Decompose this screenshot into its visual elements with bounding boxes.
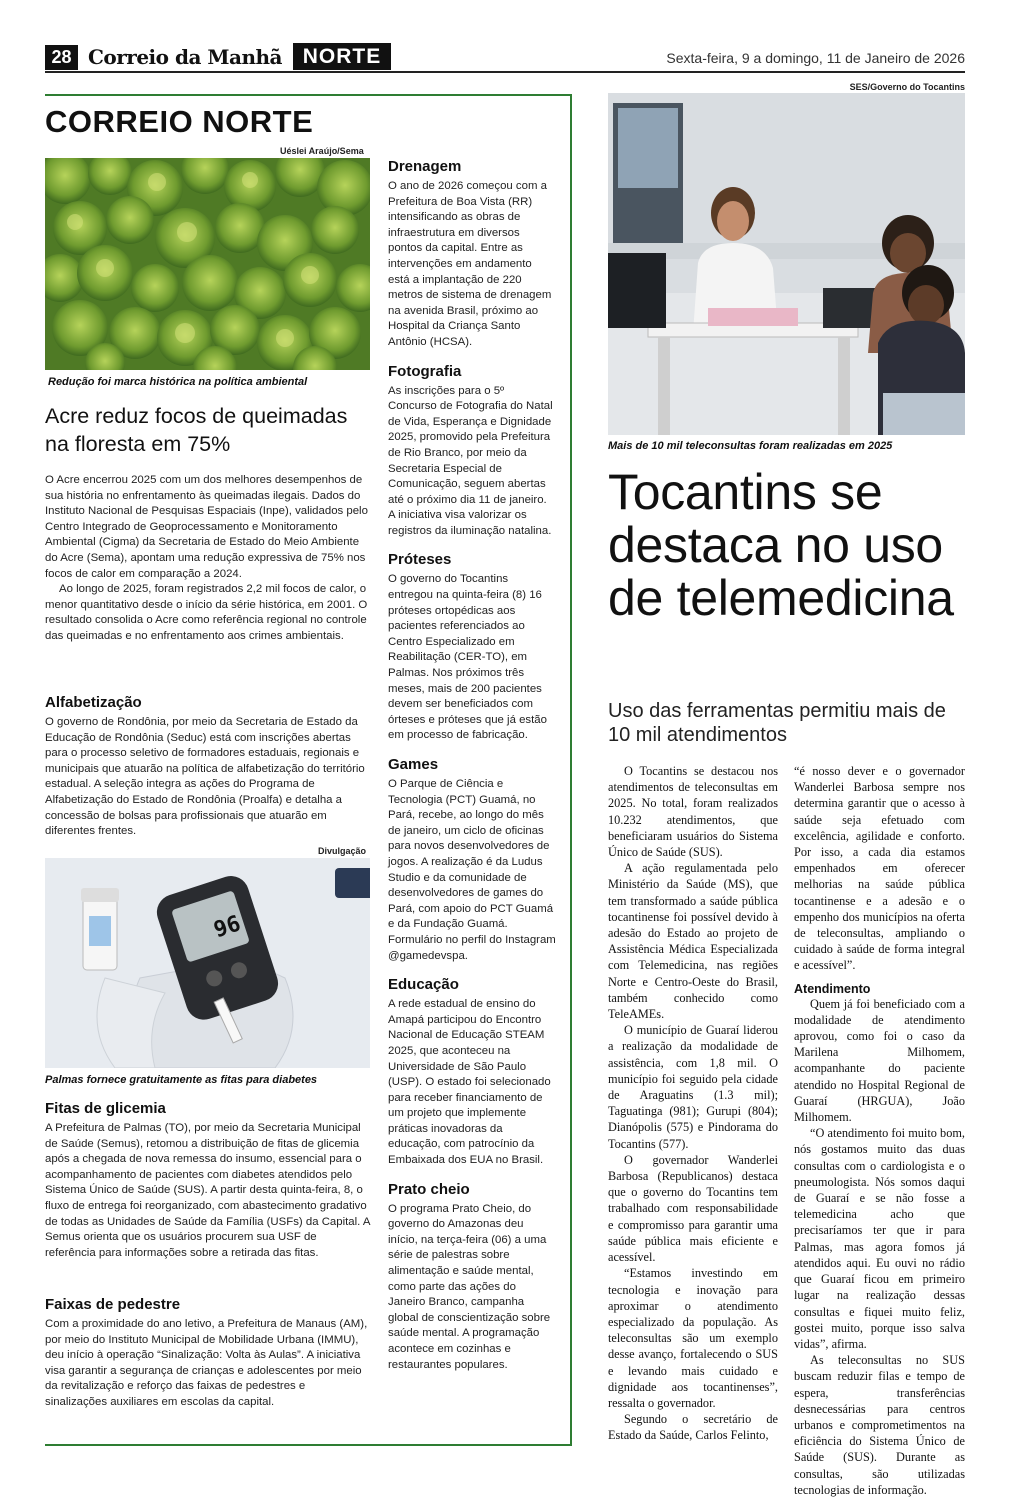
glucose-meter-photo (45, 858, 370, 1068)
brief-text: Com a proximidade do ano letivo, a Prefeitura de Manaus (AM), por meio do Instituto Municipal de Mobilidade Urbana (IMMU), deu início à operação “Sinalização: Volta às Aulas”. A iniciativa visa garantir a segurança de crianças e adolescentes por meio da revitalização e reforço das faixas de pedestres e sinalizações auxiliares em escolas da capital. (45, 1318, 368, 1408)
forest-photo (45, 158, 370, 370)
paragraph: Segundo o secretário de Estado da Saúde, Carlos Felinto, (608, 1412, 778, 1443)
telemedicine-room-image (608, 93, 965, 435)
brief-text: As inscrições para o 5º Concurso de Fotografia do Natal de Vida, Esperança e Dignidade 2025, promovido pela Prefeitura de Rio Branco, por meio da Secretaria Especial de Comunicação, seguem abertas até o próximo dia 11 de janeiro. A iniciativa visa valorizar os registros da iluminação natalina. (388, 384, 553, 537)
photo-caption: Redução foi marca histórica na política ambiental (48, 376, 308, 388)
paragraph: O Tocantins se destacou nos atendimentos de teleconsultas em 2025. No total, foram realizados 10.232 atendimentos, que beneficiaram usuários do Sistema Único de Saúde (SUS). (608, 764, 778, 860)
issue-date: Sexta-feira, 9 a domingo, 11 de Janeiro de 2026 (666, 50, 965, 66)
article-column-2 (794, 763, 965, 1498)
main-subheadline: Uso das ferramentas permitiu mais de 10 mil atendimentos (608, 700, 946, 746)
brief-title: Prato cheio (388, 1180, 470, 1198)
brief-title: Educação (388, 976, 459, 994)
brief-title: Próteses (388, 551, 452, 569)
brief-text: O programa Prato Cheio, do governo do Amazonas deu início, na terça-feira (06) a uma série de palestras sobre alimentação e saúde mental, como parte das ações do Janeiro Branco, campanha global de conscientização sobre saúde mental. A programação acontece em cozinhas e restaurantes populares. (388, 1202, 551, 1371)
article-column-1 (608, 763, 778, 1444)
main-headline: Tocantins se destaca no uso de telemedicina (608, 464, 954, 626)
article-subhead: Atendimento (794, 981, 871, 996)
paragraph: “Estamos investindo em tecnologia e inovação para aproximar o atendimento especializado da população. As teleconsultas são um exemplo desse avanço, fortalecendo o SUS e levando mais cuidado e dignidade aos tocantinenses”, ressalta o governador. (608, 1266, 778, 1410)
paragraph: Ao longo de 2025, foram registrados 2,2 mil focos de calor, o menor quantitativo desde o início da série histórica, em 2001. O resultado consolida o Acre como referência regional no controle das queimadas e no enfrentamento aos crimes ambientais. (45, 583, 368, 642)
paragraph: As teleconsultas no SUS buscam reduzir filas e tempo de espera, transferências desnecessárias para centros urbanos e comprometimentos na eficiência do Sistema Único de Saúde (SUS). Durante as consultas, são utilizadas tecnologias de informação. (794, 1353, 965, 1497)
paragraph: O Acre encerrou 2025 com um dos melhores desempenhos de sua história no enfrentamento às queimadas ilegais. Dados do Instituto Nacional de Pesquisas Espaciais (Inpe), validados pelo Centro Integrado de Geoprocessamento e Monitoramento Ambiental (Cigma) da Secretaria de Estado do Meio Ambiente do Acre (Sema), apontam uma redução expressiva de 75% nos focos de calor em comparação a 2024. (45, 474, 368, 580)
frame-bottom-rule (45, 1444, 572, 1446)
header-rule (45, 71, 965, 73)
brief-title: Fotografia (388, 362, 462, 380)
newspaper-name: Correio da Manhã (88, 45, 283, 69)
brief-title: Fitas de glicemia (45, 1100, 166, 1117)
photo-credit: Divulgação (318, 846, 367, 856)
photo-caption: Palmas fornece gratuitamente as fitas para diabetes (45, 1074, 318, 1086)
paragraph: “O atendimento foi muito bom, nós gostamos muito das duas consultas com o cardiologista e o pneumologista. Nós somos daqui de Guaraí e se não fosse a telemedicina acho que precisaríamos ter que ir para Palmas, mas agora fomos já atendidos aqui. Eu ouvi no rádio que Guaraí ficou em primeiro lugar na realização dessas consultas e fiquei muito feliz, gostei muito, porque isso salva vidas”, afirma. (794, 1126, 965, 1351)
photo-credit: Uéslei Araújo/Sema (280, 146, 364, 156)
telemedicine-photo (608, 93, 965, 435)
news-brief (45, 694, 370, 840)
brief-text: A Prefeitura de Palmas (TO), por meio da Secretaria Municipal de Saúde (Semus), retomou a distribuição de fitas de glicemia após a chegada de nova remessa do insumo, essencial para o acompanhamento de pacientes com diabetes atendidos pelo Sistema Único de Saúde (SUS). A partir desta quinta-feira, 8, o fluxo de entrega foi reorganizado, com abastecimento gradativo de todas as Unidades de Saúde da Família (USFs) da Capital. A Semus orienta que os usuários procurem sua USF de referência para informações sobre a retirada das fitas. (45, 1122, 370, 1259)
brief-text: A rede estadual de ensino do Amapá participou do Encontro Nacional de Educação STEAM 2025, que aconteceu na Universidade de São Paulo (USP). O estado foi selecionado para receber financiamento de um projeto que implemente práticas inovadoras da educação, com patrocínio da Embaixada dos EUA no Brasil. (388, 998, 551, 1167)
brief-text: O governo de Rondônia, por meio da Secretaria de Estado da Educação de Rondônia (Seduc) está com inscrições abertas para o processo seletivo de formadores estaduais, regionais e municipais que atuarão na política de alfabetização do território estadual. A seleção integra as ações do Programa de Alfabetização do Estado de Rondônia (Proalfa) e detalha a concessão de bolsas para profissionais que atuarão em diferentes frentes. (45, 716, 365, 838)
meter-reading: 96 (210, 911, 244, 944)
article-headline: Acre reduz focos de queimadas na floresta em 75% (45, 404, 348, 456)
paragraph: A ação regulamentada pelo Ministério da Saúde (MS), que tem transformado a saúde pública tocantinense foi possível devido à adesão do Estado ao projeto de Assistência Médica Especializada com Telemedicina, nas regiões Norte e Centro-Oeste do Brasil, também conhecido como TeleAMEs. (608, 861, 778, 1022)
brief-title: Alfabetização (45, 694, 142, 711)
photo-caption: Mais de 10 mil teleconsultas foram realizadas em 2025 (608, 440, 893, 452)
page-number: 28 (45, 45, 78, 70)
forest-aerial-image (45, 158, 370, 370)
brief-text: O Parque de Ciência e Tecnologia (PCT) Guamá, no Pará, recebe, ao longo do mês de janeiro, um ciclo de oficinas para novos desenvolvedores de jogos. A realização é da Ludus Studio e da comunidade de desenvolvedores de games do Pará, com apoio do PCT Guamá e da Fundação Guamá. Formulário no perfil do Instagram @gamedevspa. (388, 778, 556, 962)
briefs-column (388, 158, 556, 1373)
article-body (45, 473, 370, 645)
brief-text: O ano de 2026 começou com a Prefeitura de Boa Vista (RR) intensificando as obras de infraestrutura em diversos pontos da capital. Entre as intervenções em andamento está a implantação de 220 metros de sistema de drenagem na avenida Brasil, próximo ao Hospital da Criança Santo Antônio (HCSA). (388, 180, 552, 348)
section-tag: NORTE (293, 43, 391, 70)
news-brief (45, 1100, 370, 1261)
section-title: CORREIO NORTE (45, 104, 314, 139)
frame-right-rule (570, 94, 572, 1446)
paragraph: “é nosso dever e o governador Wanderlei Barbosa sempre nos determina garantir que o acesso à saúde seja efetuado com excelência, agilidade e conforto. Por isso, a cada dia estamos empenhados em oferecer melhorias na saúde pública tocantinense e a adesão e o empenho dos municípios na oferta de teleconsultas, ampliando o cuidado à saúde de forma integral e acessível”. (794, 764, 965, 973)
brief-title: Faixas de pedestre (45, 1296, 181, 1313)
paragraph: Quem já foi beneficiado com a modalidade de atendimento aprovou, como foi o caso da Marilena Milhomem, acompanhante do paciente atendido no Hospital Regional de Guaraí (HRGUA), João Milhomem. (794, 996, 965, 1125)
glucose-meter-image (45, 858, 370, 1068)
news-brief (45, 1296, 370, 1411)
paragraph: O município de Guaraí liderou a realização da modalidade de assistência, com 1,8 mil. O município foi seguido pela cidade de Araguatins (1.3 mil); Taguatinga (981); Gurupi (804); Dianópolis (575) e Pindorama do Tocantins (577). (608, 1023, 778, 1151)
brief-title: Games (388, 756, 439, 773)
photo-credit: SES/Governo do Tocantins (849, 82, 965, 92)
frame-top-rule (45, 94, 572, 96)
brief-text: O governo do Tocantins entregou na quinta-feira (8) 16 próteses ortopédicas aos pacientes referenciados ao Centro Especializado em Reabilitação (CER-TO), em Palmas. Nos próximos três meses, mais de 200 pacientes devem ser beneficiados com órteses e próteses que já estão em processo de fabricação. (388, 573, 547, 742)
brief-title: Drenagem (388, 158, 462, 175)
paragraph: O governador Wanderlei Barbosa (Republicanos) destaca que o governo do Tocantins tem trabalhado com responsabilidade e compromisso para garantir uma saúde pública mais eficiente e acessível. (608, 1152, 778, 1265)
